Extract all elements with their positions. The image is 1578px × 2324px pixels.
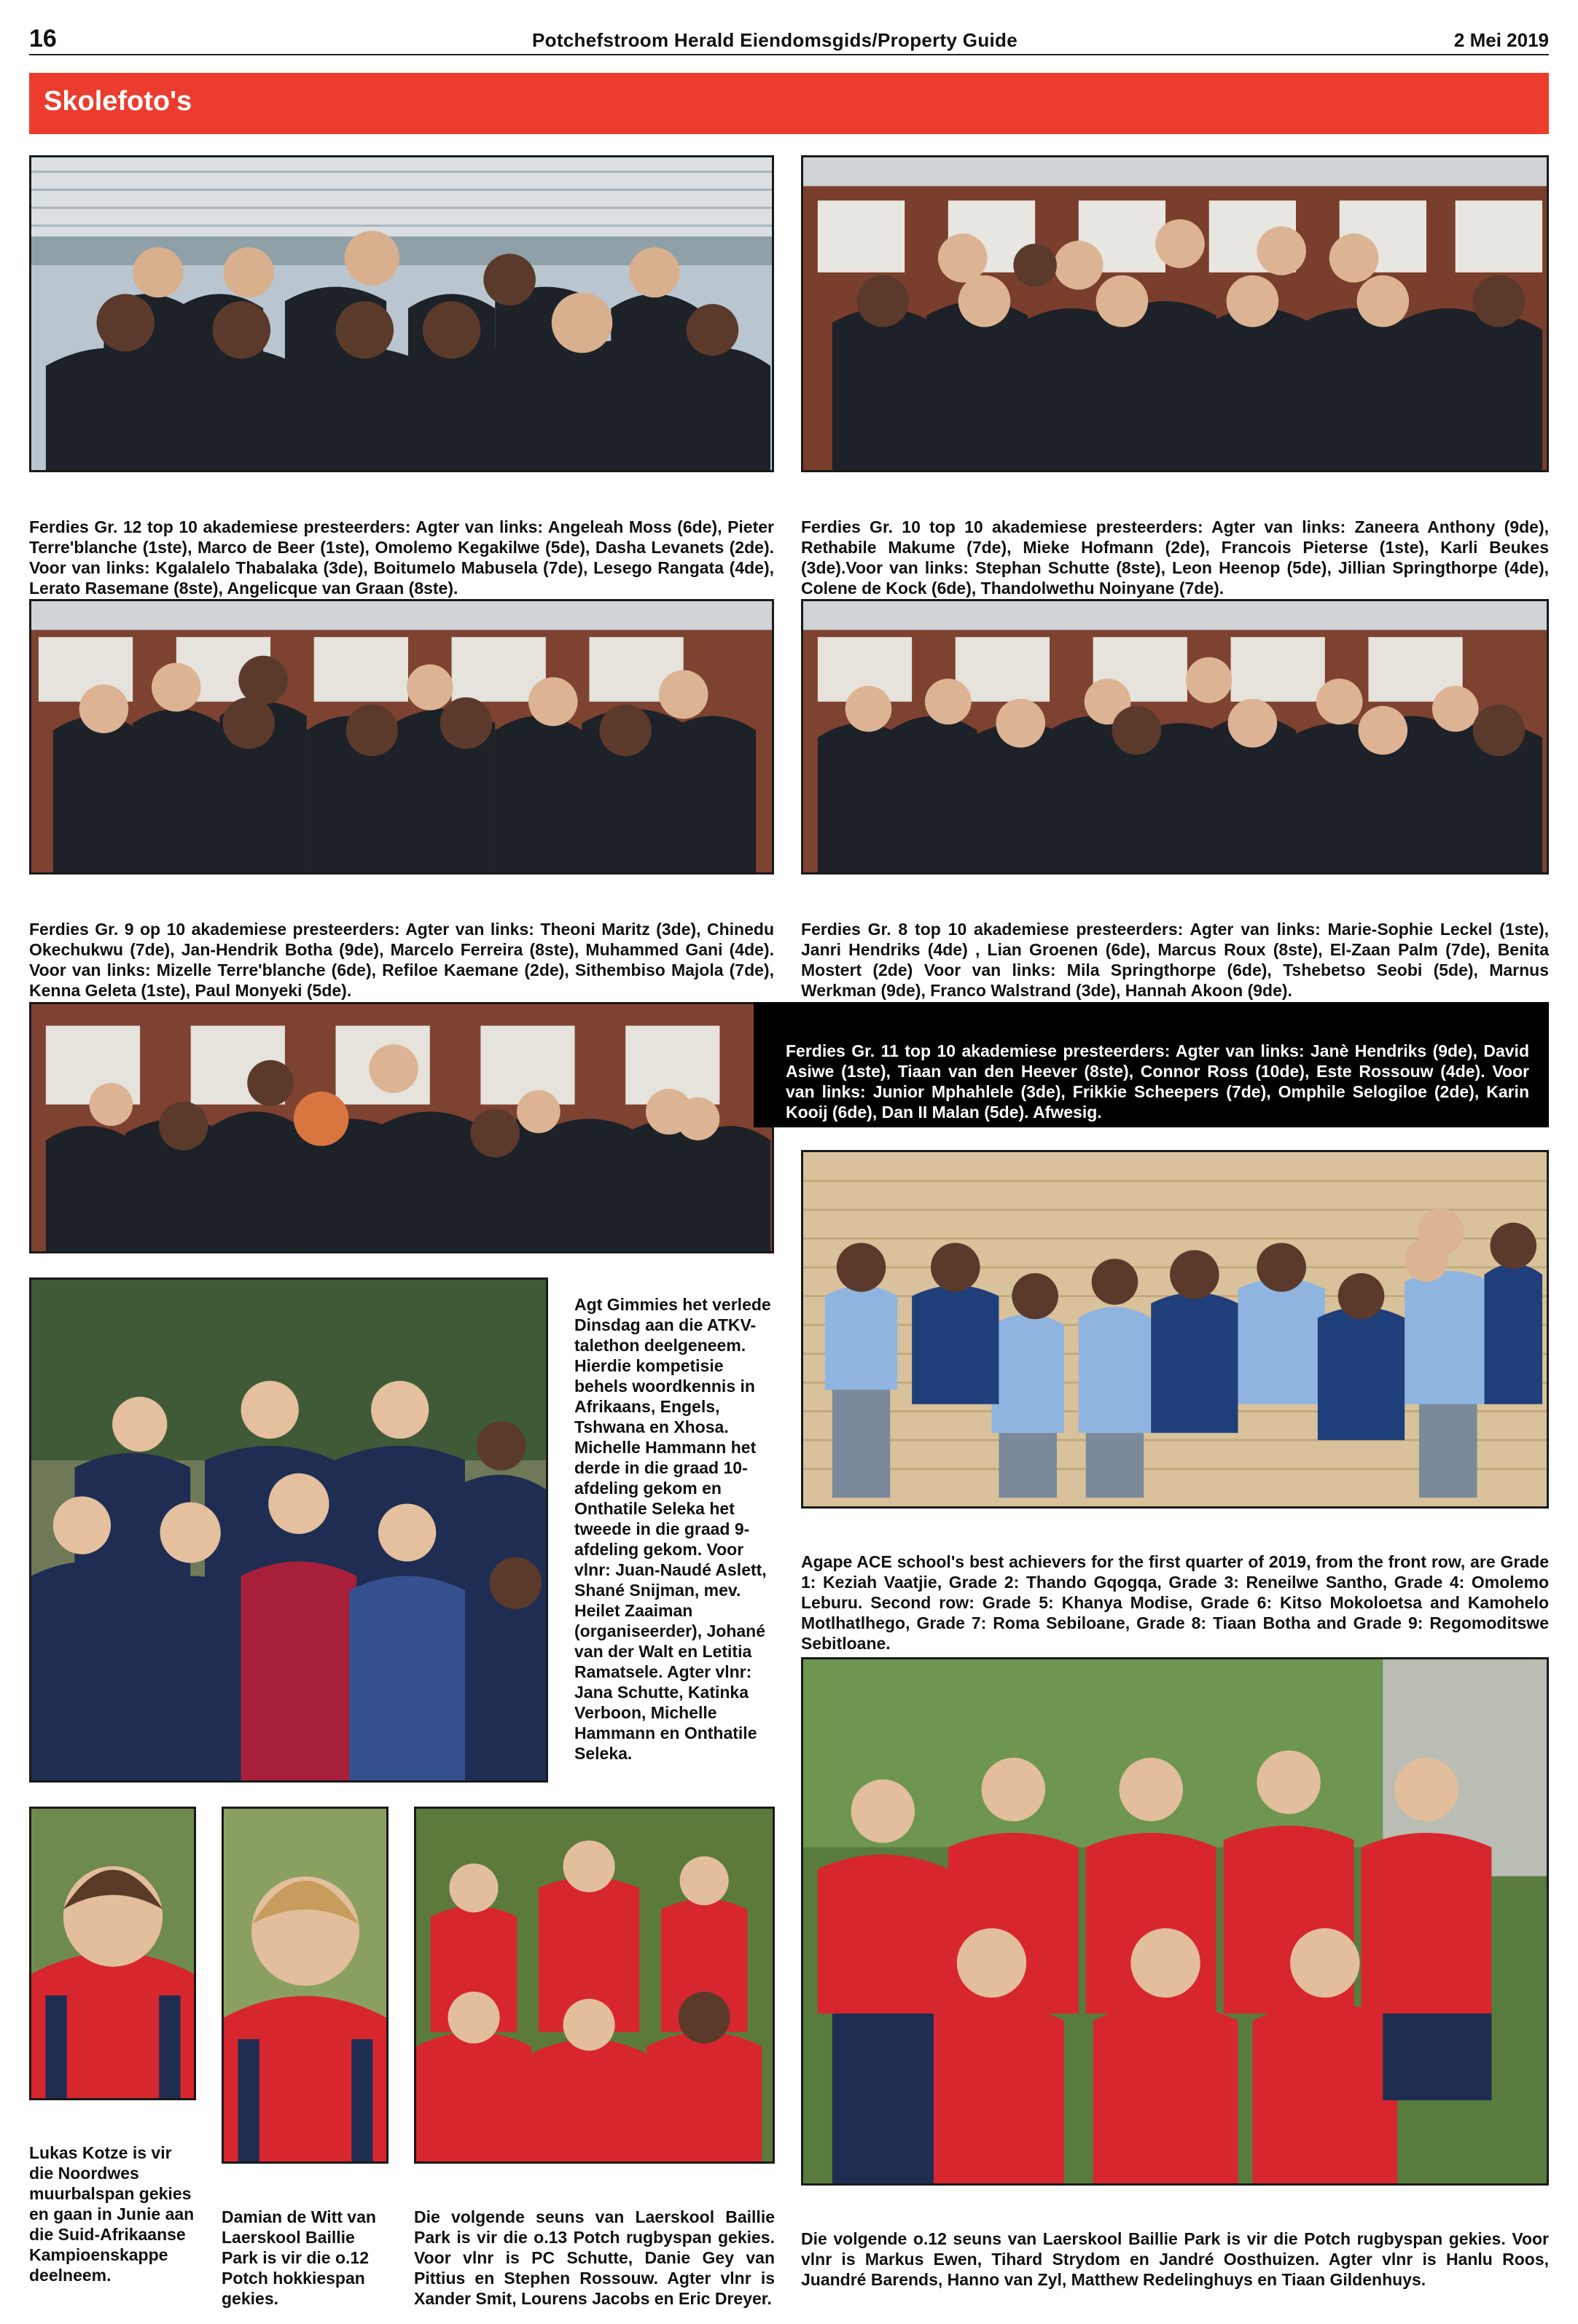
photo-o12-group [801,1657,1549,2186]
caption-o12: Die volgende o.12 seuns van Laerskool Baillie Park is vir die Potch rugbyspan gekies. Voor vlnr is Markus Ewen, Tihard Strydom en Jandré Oosthuizen. Agter vlnr is Hanlu Roos, Juandré Barends, Hanno van Zyl, Matthew Redelinghuys en Tiaan Gildenhuys. [801,2229,1549,2289]
caption-gimmies: Agt Gimmies het verlede Dinsdag aan die ATKV-talethon deelgeneem. Hierdie kompetisie behels woordkennis in Afrikaans, Engels, Tshwana en Xhosa. Michelle Hammann het derde in die graad 10-afdeling gekom en Onthatile Seleka het tweede in die graad 9-afdeling gekom. Voor vlnr: Juan-Naudé Aslett, Shané Snijman, mev. Heilet Zaaiman (organiseerder), Johané van der Walt en Letitia Ramatsele. Agter vlnr: Jana Schutte, Katinka Verboon, Michelle Hammann en Onthatile Seleka. [574,1295,771,1763]
caption-damian: Damian de Witt van Laerskool Baillie Park is vir die o.12 Potch hokkiespan gekies. [222,2207,376,2308]
page-header [29,22,1549,55]
caption-gr11: Ferdies Gr. 11 top 10 akademiese presteerders: Agter van links: Janè Hendriks (9de), David Asiwe (1ste), Tiaan van den Heever (8ste), Connor Ross (10de), Este Rossouw (4de). Voor van links: Junior Mphahlele (3de), Frikkie Scheepers (7de), Omphile Selogiloe (2de), Karin Kooij (6de), Dan II Malan (5de). Afwesig. [786,1041,1529,1122]
photo-gimmies-group [29,1278,548,1783]
photo-gr12-group [29,155,774,472]
caption-box-gr11 [754,1002,1549,1127]
caption-gr9: Ferdies Gr. 9 op 10 akademiese presteerders: Agter van links: Theoni Maritz (3de), Chinedu Okechukwu (7de), Jan-Hendrik Botha (9de), Marcelo Ferreira (8ste), Muhammed Gani (4de). Voor van links: Mizelle Terre'blanche (6de), Refiloe Kaemane (2de), Sithembiso Majola (7de), Kenna Geleta (1ste), Paul Monyeki (5de). [29,920,774,1000]
caption-lukas: Lukas Kotze is vir die Noordwes muurbalspan gekies en gaan in Junie aan die Suid-Afrikaanse Kampioenskappe deelneem. [29,2143,195,2285]
photo-gr11-group [29,1002,774,1253]
photo-agape-group [801,1150,1549,1509]
photo-lukas-portrait [29,1807,196,2100]
section-banner [29,73,1549,134]
caption-agape: Agape ACE school's best achievers for the first quarter of 2019, from the front row, are Grade 1: Keziah Vaatjie, Grade 2: Thando Gqogqa, Grade 3: Reneilwe Santho, Grade 4: Omolemo Leburu. Second row: Grade 5: Khanya Modise, Grade 6: Kitso Mokoloetsa and Kamohelo Motlhatlhego, Grade 7: Roma Sebiloane, Grade 8: Tiaan Botha and Grade 9: Regomoditswe Sebitloane. [801,1552,1549,1653]
photo-gr8-group [801,599,1549,875]
caption-o13: Die volgende seuns van Laerskool Baillie Park is vir die o.13 Potch rugbyspan gekies. Voor vlnr is PC Schutte, Danie Gey van Pittius en Stephen Rossouw. Agter vlnr is Xander Smit, Lourens Jacobs en Eric Dreyer. [414,2207,775,2308]
issue-date: 2 Mei 2019 [1453,29,1549,51]
caption-gr12: Ferdies Gr. 12 top 10 akademiese presteerders: Agter van links: Angeleah Moss (6de), Pieter Terre'blanche (1ste), Marco de Beer (1ste), Omolemo Kegakilwe (5de), Dasha Levanets (2de). Voor van links: Kgalalelo Thabalaka (3de), Boitumelo Mabusela (7de), Lesego Rangata (4de), Lerato Rasemane (8ste), Angelicque van Graan (8ste). [29,517,774,598]
photo-damian-portrait [222,1807,388,2164]
caption-gr8: Ferdies Gr. 8 top 10 akademiese presteerders: Agter van links: Marie-Sophie Leckel (1ste), Janri Hendriks (4de) , Lian Groenen (6de), Marcus Roux (8ste), El-Zaan Palm (7de), Benita Mostert (2de) Voor van links: Mila Springthorpe (6de), Tshebetso Seobi (5de), Marnus Werkman (9de), Franco Walstrand (3de), Hannah Akoon (9de). [801,920,1549,1000]
photo-gr9-group [29,599,774,875]
page-number: 16 [29,25,57,52]
caption-gr10: Ferdies Gr. 10 top 10 akademiese presteerders: Agter van links: Zaneera Anthony (9de), Rethabile Makume (7de), Mieke Hofmann (2de), Francois Pieterse (1ste), Karli Beukes (3de).Voor van links: Stephan Schutte (8ste), Leon Heenop (5de), Jillian Springthorpe (4de), Colene de Kock (6de), Thandolwethu Noinyane (7de). [801,517,1549,598]
photo-o13-group [414,1807,775,2164]
publication-title: Potchefstroom Herald Eiendomsgids/Property Guide [532,29,1018,51]
photo-gr10-group [801,155,1549,472]
section-title: Skolefoto's [44,86,192,117]
